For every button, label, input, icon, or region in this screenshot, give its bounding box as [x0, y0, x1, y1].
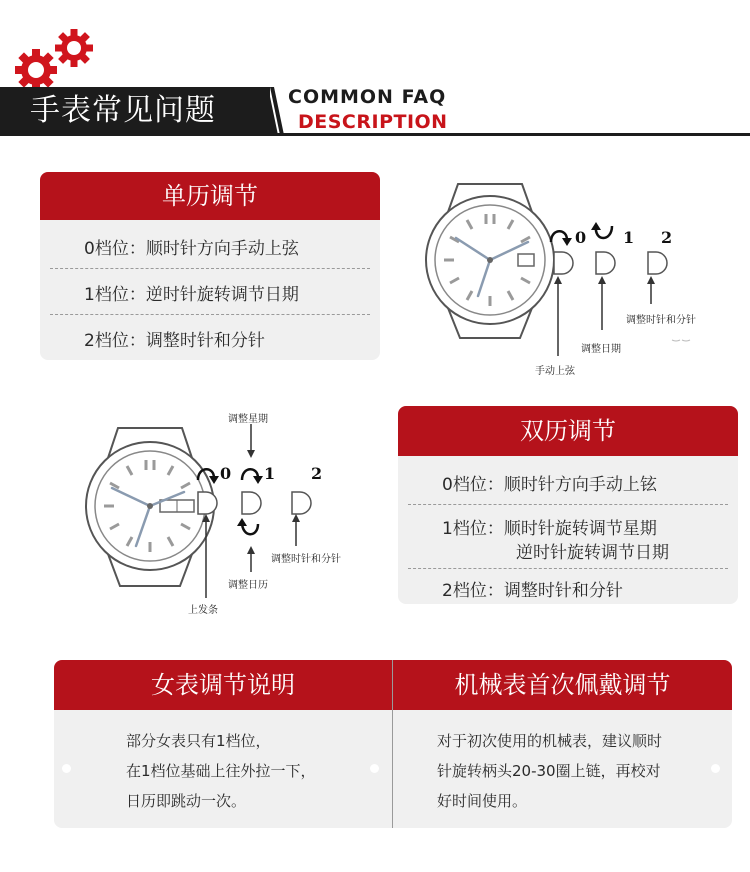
mechanical-line-2: 针旋转柄头20-30圈上链，再校对 — [437, 762, 661, 780]
crown-position-2 — [648, 252, 667, 274]
position-0-label: 0 — [575, 228, 587, 247]
position-2-label: 2 — [661, 228, 673, 247]
ladies-line-3: 日历即跳动一次。 — [126, 792, 247, 810]
divider — [408, 568, 728, 569]
header-slash-decoration — [258, 87, 286, 135]
single-calendar-title: 单历调节 — [40, 172, 380, 220]
crown-position-2 — [292, 492, 311, 514]
label-calendar: 调整日历 — [228, 580, 268, 591]
page-subtitle-en: COMMON FAQ — [288, 86, 447, 108]
ladies-watch-title: 女表调节说明 — [54, 660, 392, 710]
mechanical-watch-panel — [393, 660, 732, 828]
label-hands: 调整时针和分针 — [626, 315, 696, 326]
ladies-watch-panel — [54, 660, 392, 828]
page-subtitle-en-2: DESCRIPTION — [298, 111, 448, 133]
ladies-line-1: 部分女表只有1档位， — [126, 732, 271, 750]
label-hands: 调整时针和分针 — [271, 554, 341, 565]
label-date: 调整日期 — [581, 344, 621, 355]
mechanical-watch-text — [437, 726, 662, 816]
double-row-0: 0档位：顺时针方向手动上铉 — [442, 475, 657, 495]
divider — [408, 504, 728, 505]
header-divider — [0, 133, 750, 136]
decor-dot — [711, 764, 720, 773]
crown-position-0 — [554, 252, 573, 274]
date-window — [518, 254, 534, 266]
crown-position-1 — [596, 252, 615, 274]
double-calendar-title: 双历调节 — [398, 406, 738, 456]
position-1-label: 1 — [623, 228, 635, 247]
position-1-label: 1 — [264, 464, 276, 483]
double-row-2: 2档位：调整时针和分针 — [442, 581, 623, 601]
gear-icon — [6, 26, 98, 96]
page-title: 手表常见问题 — [30, 93, 216, 128]
watch-diagram-double — [70, 422, 370, 622]
label-wind: 手动上弦 — [535, 366, 575, 377]
divider — [50, 268, 370, 269]
mechanical-line-3: 好时间使用。 — [437, 792, 528, 810]
ladies-watch-text — [126, 726, 316, 816]
decor-dot — [370, 764, 379, 773]
single-row-2: 2档位：调整时针和分针 — [84, 331, 265, 351]
single-row-1: 1档位：逆时针旋转调节日期 — [84, 285, 299, 305]
mechanical-watch-title: 机械表首次佩戴调节 — [393, 660, 732, 710]
position-0-label: 0 — [220, 464, 232, 483]
label-wind: 上发条 — [188, 605, 218, 616]
double-row-1-cont: 逆时针旋转调节日期 — [516, 543, 669, 563]
decor-dot — [62, 764, 71, 773]
double-row-1: 1档位：顺时针旋转调节星期 — [442, 519, 657, 539]
mechanical-line-1: 对于初次使用的机械表，建议顺时 — [437, 732, 663, 750]
single-calendar-panel — [40, 172, 380, 360]
crown-position-1 — [242, 492, 261, 514]
crown-position-0 — [198, 492, 217, 514]
label-day: 调整星期 — [228, 414, 268, 425]
watch-diagram-single — [410, 180, 730, 380]
ladies-line-2: 在1档位基础上往外拉一下， — [126, 762, 316, 780]
single-row-0: 0档位：顺时针方向手动上弦 — [84, 239, 299, 259]
double-calendar-panel — [398, 406, 738, 604]
divider — [50, 314, 370, 315]
position-2-label: 2 — [311, 464, 323, 483]
